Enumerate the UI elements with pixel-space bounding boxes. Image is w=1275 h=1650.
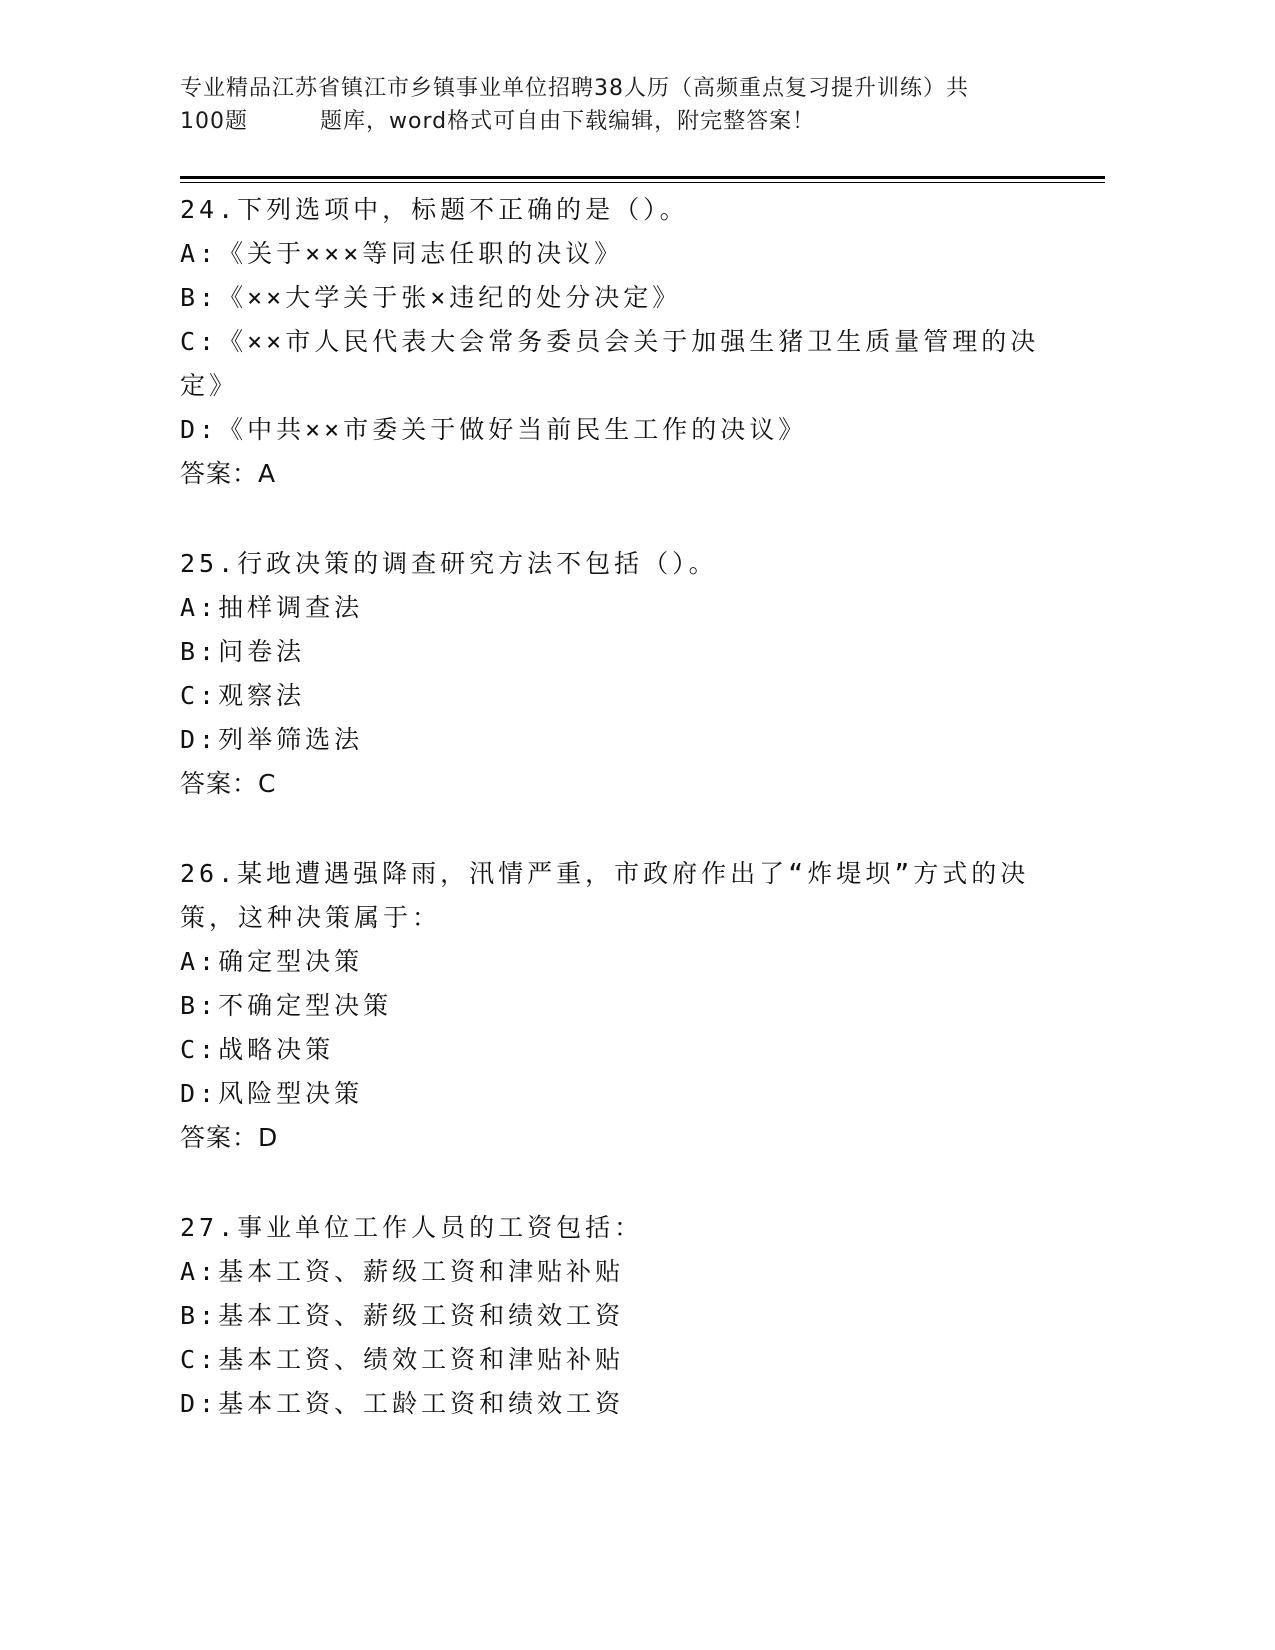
option-c: C:战略决策 — [180, 1035, 335, 1064]
option-a: A:《关于×××等同志任职的决议》 — [180, 239, 624, 268]
header-title-line1: 专业精品江苏省镇江市乡镇事业单位招聘38人历（高频重点复习提升训练）共 — [180, 76, 969, 101]
option-c: C:观察法 — [180, 681, 306, 710]
question-26 — [180, 852, 1060, 1160]
option-d: D:风险型决策 — [180, 1079, 364, 1108]
header-divider-thin — [180, 182, 1105, 183]
question-stem: 27.事业单位工作人员的工资包括： — [180, 1213, 644, 1242]
option-a: A:抽样调查法 — [180, 593, 364, 622]
answer-text: 答案：D — [180, 1123, 279, 1152]
question-list — [180, 188, 1060, 1472]
question-stem: 25.行政决策的调查研究方法不包括（）。 — [180, 549, 718, 578]
question-27 — [180, 1206, 1060, 1426]
header-question-count: 100题 — [180, 109, 248, 134]
option-c: C:基本工资、绩效工资和津贴补贴 — [180, 1345, 625, 1374]
option-b: B:《××大学关于张×违纪的处分决定》 — [180, 283, 682, 312]
option-b: B:基本工资、薪级工资和绩效工资 — [180, 1301, 625, 1330]
header-divider-thick — [180, 176, 1105, 179]
option-c: C:《××市人民代表大会常务委员会关于加强生猪卫生质量管理的决定》 — [180, 327, 1040, 400]
answer-text: 答案：C — [180, 769, 277, 798]
question-24 — [180, 188, 1060, 496]
question-stem: 24.下列选项中，标题不正确的是（）。 — [180, 195, 689, 224]
question-25 — [180, 542, 1060, 806]
header-description: 题库，word格式可自由下载编辑，附完整答案！ — [320, 109, 816, 134]
header-title-line2 — [180, 105, 1080, 138]
option-d: D:列举筛选法 — [180, 725, 364, 754]
option-a: A:基本工资、薪级工资和津贴补贴 — [180, 1257, 625, 1286]
option-a: A:确定型决策 — [180, 947, 364, 976]
answer-text: 答案：A — [180, 459, 277, 488]
option-b: B:不确定型决策 — [180, 991, 393, 1020]
option-b: B:问卷法 — [180, 637, 306, 666]
option-d: D:《中共××市委关于做好当前民生工作的决议》 — [180, 415, 808, 444]
option-d: D:基本工资、工龄工资和绩效工资 — [180, 1389, 625, 1418]
document-header — [180, 72, 1080, 138]
question-stem: 26.某地遭遇强降雨，汛情严重，市政府作出了“炸堤坝”方式的决策，这种决策属于： — [180, 859, 1030, 932]
